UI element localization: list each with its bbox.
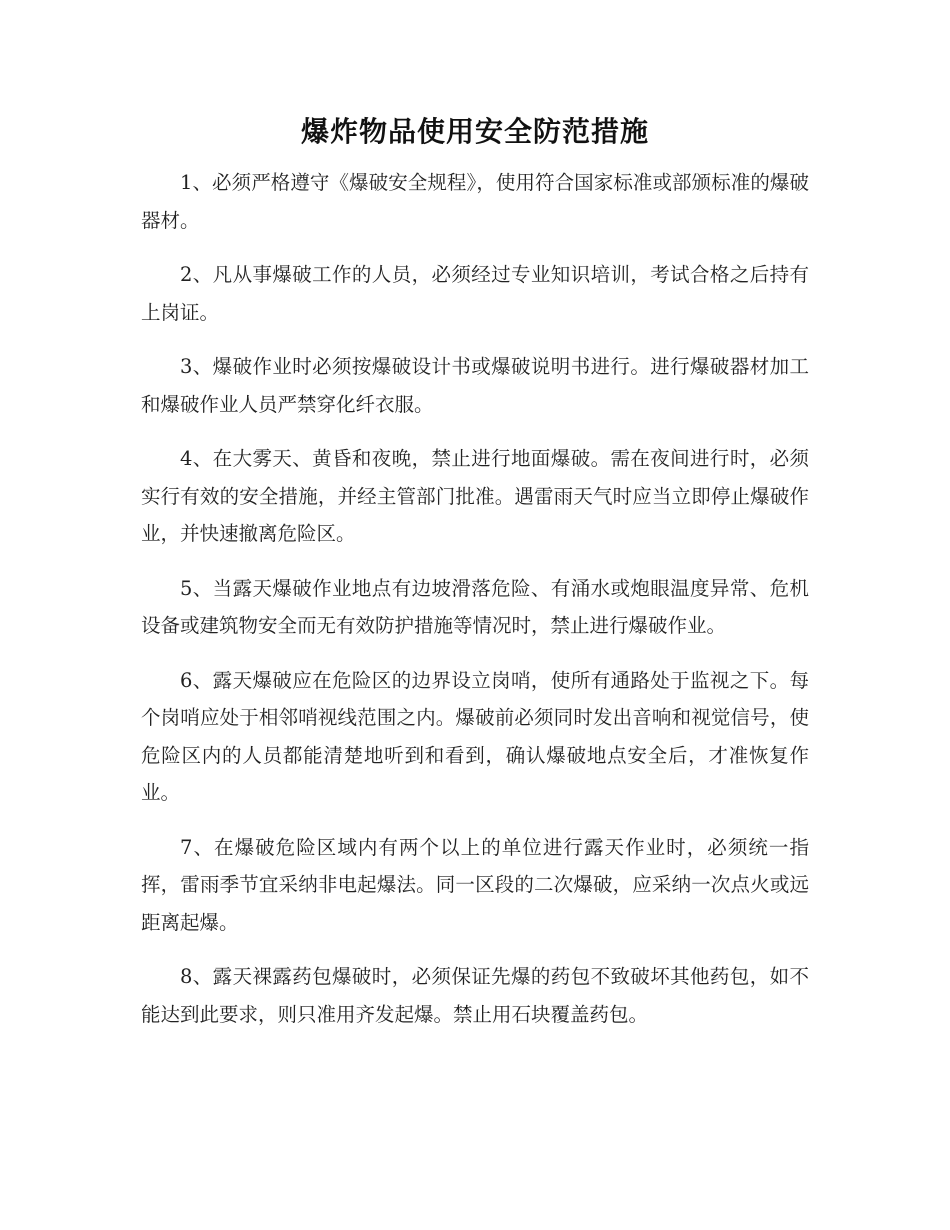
paragraph-3: 3、爆破作业时必须按爆破设计书或爆破说明书进行。进行爆破器材加工和爆破作业人员严禁穿化纤衣服。	[141, 355, 809, 416]
document-title: 爆炸物品使用安全防范措施	[300, 115, 649, 148]
paragraph-1: 1、必须严格遵守《爆破安全规程》，使用符合国家标准或部颁标准的爆破器材。	[141, 171, 809, 232]
paragraph-6: 6、露天爆破应在危险区的边界设立岗哨，使所有通路处于监视之下。每个岗哨应处于相邻哨视线范围之内。爆破前必须同时发出音响和视觉信号，使危险区内的人员都能清楚地听到和看到，确认爆破地点安全后，才准恢复作业。	[141, 668, 809, 804]
paragraph-5: 5、当露天爆破作业地点有边坡滑落危险、有涌水或炮眼温度异常、危机设备或建筑物安全而无有效防护措施等情况时，禁止进行爆破作业。	[141, 576, 809, 637]
paragraph-2: 2、凡从事爆破工作的人员，必须经过专业知识培训，考试合格之后持有上岗证。	[141, 263, 809, 324]
paragraph-7: 7、在爆破危险区域内有两个以上的单位进行露天作业时，必须统一指挥，雷雨季节宜采纳非电起爆法。同一区段的二次爆破，应采纳一次点火或远距离起爆。	[141, 835, 809, 934]
paragraph-8: 8、露天裸露药包爆破时，必须保证先爆的药包不致破坏其他药包，如不能达到此要求，则只准用齐发起爆。禁止用石块覆盖药包。	[141, 965, 809, 1026]
paragraph-4: 4、在大雾天、黄昏和夜晚，禁止进行地面爆破。需在夜间进行时，必须实行有效的安全措施，并经主管部门批准。遇雷雨天气时应当立即停止爆破作业，并快速撤离危险区。	[141, 447, 809, 545]
document-body	[141, 164, 809, 1050]
